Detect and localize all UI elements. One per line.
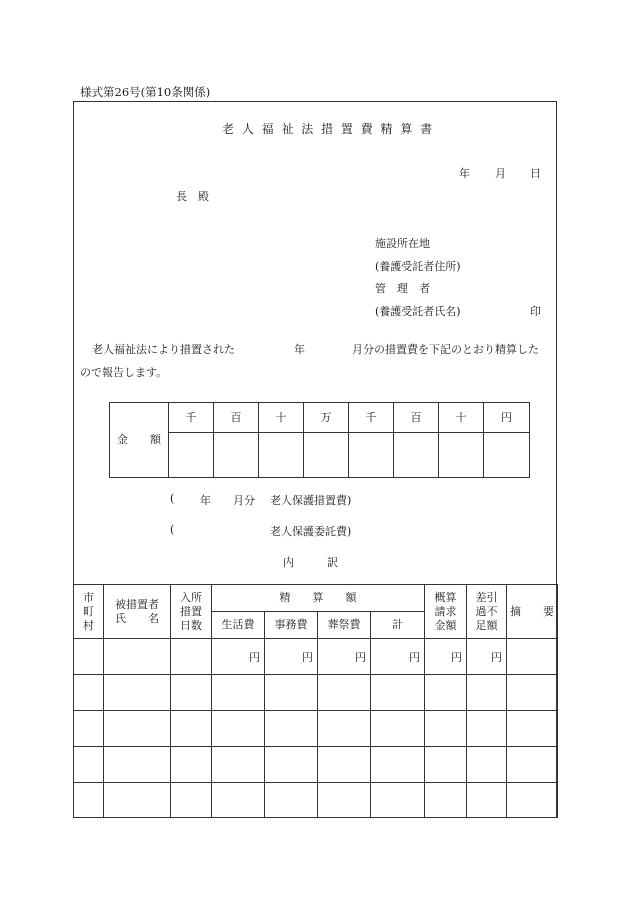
amount-digit-cell[interactable] xyxy=(304,433,349,478)
digit-header: 十 xyxy=(259,403,304,433)
cell-estimate[interactable] xyxy=(425,675,467,711)
cell-funeral[interactable] xyxy=(318,711,371,747)
report-text-part2: 月分の措置費を下記のとおり精算した xyxy=(352,343,539,356)
cell-estimate[interactable] xyxy=(425,711,467,747)
cell-municipality[interactable] xyxy=(74,675,104,711)
cell-days[interactable] xyxy=(171,639,212,675)
cell-remarks[interactable] xyxy=(507,747,558,783)
line1-open: ( xyxy=(170,492,175,505)
date-year: 年 xyxy=(459,167,470,180)
cell-person-name[interactable] xyxy=(104,639,171,675)
amount-table xyxy=(109,402,530,478)
cell-days[interactable] xyxy=(171,747,212,783)
table-row xyxy=(74,711,558,747)
amount-digit-cell[interactable] xyxy=(214,433,259,478)
cell-municipality[interactable] xyxy=(74,783,104,818)
header-office: 事務費 xyxy=(265,612,318,639)
line2-open: ( xyxy=(170,523,175,536)
line1-label: 老人保護措置費) xyxy=(270,494,352,507)
form-title: 老 人 福 祉 法 措 置 費 精 算 書 xyxy=(222,122,435,136)
report-text-year: 年 xyxy=(294,343,305,356)
cell-person-name[interactable] xyxy=(104,711,171,747)
cell-total[interactable] xyxy=(371,711,425,747)
cell-total[interactable] xyxy=(371,747,425,783)
cell-remarks[interactable] xyxy=(507,783,558,818)
amount-digit-cell[interactable] xyxy=(259,433,304,478)
cell-person-name[interactable] xyxy=(104,747,171,783)
table-row xyxy=(74,747,558,783)
cell-funeral[interactable] xyxy=(318,783,371,818)
cell-funeral[interactable] xyxy=(318,675,371,711)
line2-label: 老人保護委託費) xyxy=(270,525,352,538)
cell-remarks[interactable] xyxy=(507,639,558,675)
digit-header: 百 xyxy=(214,403,259,433)
cell-person-name[interactable] xyxy=(104,783,171,818)
cell-remarks[interactable] xyxy=(507,711,558,747)
cell-office[interactable] xyxy=(265,675,318,711)
amount-label: 金 額 xyxy=(110,403,169,478)
table-row xyxy=(74,675,558,711)
header-remarks: 摘 要 xyxy=(507,585,558,639)
cell-estimate[interactable]: 円 xyxy=(425,639,467,675)
cell-shortage[interactable]: 円 xyxy=(467,639,507,675)
digit-header: 千 xyxy=(349,403,394,433)
table-row xyxy=(74,639,558,675)
header-person-name: 被措置者 氏 名 xyxy=(104,585,171,639)
cell-office[interactable]: 円 xyxy=(265,639,318,675)
facility-location-sub: (養護受託者住所) xyxy=(375,260,461,273)
cell-estimate[interactable] xyxy=(425,783,467,818)
cell-days[interactable] xyxy=(171,711,212,747)
cell-total[interactable] xyxy=(371,675,425,711)
cell-funeral[interactable]: 円 xyxy=(318,639,371,675)
cell-funeral[interactable] xyxy=(318,747,371,783)
breakdown-heading: 内 訳 xyxy=(283,556,338,569)
cell-living[interactable] xyxy=(212,711,265,747)
cell-days[interactable] xyxy=(171,783,212,818)
cell-office[interactable] xyxy=(265,711,318,747)
header-living: 生活費 xyxy=(212,612,265,639)
amount-digit-cell[interactable] xyxy=(349,433,394,478)
facility-manager: 管 理 者 xyxy=(375,282,430,295)
amount-digit-cell[interactable] xyxy=(439,433,484,478)
form-number: 様式第26号(第10条関係) xyxy=(80,85,211,99)
header-funeral: 葬祭費 xyxy=(318,612,371,639)
cell-living[interactable] xyxy=(212,747,265,783)
facility-location: 施設所在地 xyxy=(375,237,430,250)
amount-digit-cell[interactable] xyxy=(169,433,214,478)
cell-days[interactable] xyxy=(171,675,212,711)
cell-shortage[interactable] xyxy=(467,675,507,711)
cell-municipality[interactable] xyxy=(74,639,104,675)
header-municipality: 市 町 村 xyxy=(74,585,104,639)
date-day: 日 xyxy=(530,167,541,180)
addressee: 長 殿 xyxy=(176,190,209,203)
amount-digit-cell[interactable] xyxy=(484,433,530,478)
header-days: 入所 措置 日数 xyxy=(171,585,212,639)
cell-living[interactable] xyxy=(212,783,265,818)
cell-estimate[interactable] xyxy=(425,747,467,783)
report-text-line2: ので報告します。 xyxy=(80,366,168,379)
cell-municipality[interactable] xyxy=(74,711,104,747)
cell-shortage[interactable] xyxy=(467,783,507,818)
header-estimate: 概算 請求 金額 xyxy=(425,585,467,639)
digit-header: 万 xyxy=(304,403,349,433)
digit-header: 千 xyxy=(169,403,214,433)
digit-header: 十 xyxy=(439,403,484,433)
cell-living[interactable]: 円 xyxy=(212,639,265,675)
table-row xyxy=(74,783,558,818)
cell-total[interactable]: 円 xyxy=(371,639,425,675)
header-total: 計 xyxy=(371,612,425,639)
digit-header: 円 xyxy=(484,403,530,433)
report-text-part1: 老人福祉法により措置された xyxy=(92,343,235,356)
cell-person-name[interactable] xyxy=(104,675,171,711)
line1-month: 月分 xyxy=(233,494,255,507)
amount-digit-cell[interactable] xyxy=(394,433,439,478)
cell-shortage[interactable] xyxy=(467,747,507,783)
cell-total[interactable] xyxy=(371,783,425,818)
cell-living[interactable] xyxy=(212,675,265,711)
header-shortage: 差引 過不 足額 xyxy=(467,585,507,639)
breakdown-table xyxy=(73,584,558,818)
cell-office[interactable] xyxy=(265,747,318,783)
cell-remarks[interactable] xyxy=(507,675,558,711)
digit-header: 百 xyxy=(394,403,439,433)
line1-year: 年 xyxy=(200,494,211,507)
cell-municipality[interactable] xyxy=(74,747,104,783)
cell-office[interactable] xyxy=(265,783,318,818)
cell-shortage[interactable] xyxy=(467,711,507,747)
seal-mark: 印 xyxy=(530,305,541,318)
facility-manager-sub: (養護受託者氏名) xyxy=(375,305,461,318)
date-month: 月 xyxy=(495,167,506,180)
header-settlement: 精 算 額 xyxy=(212,585,425,612)
